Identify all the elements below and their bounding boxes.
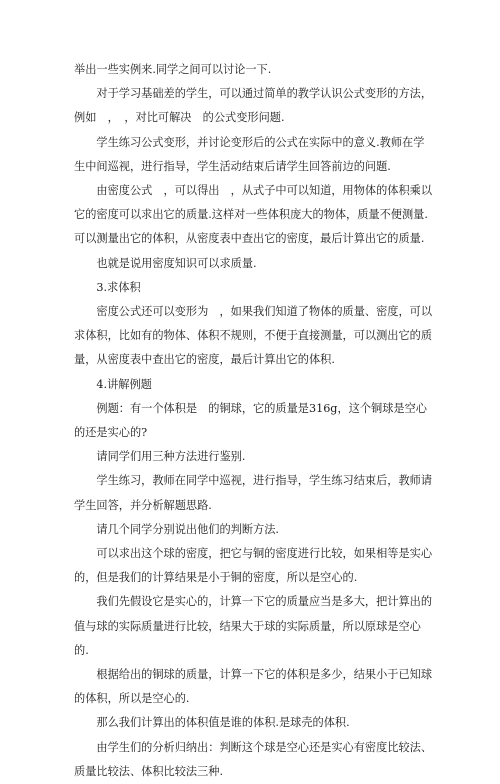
paragraph: 对于学习基础差的学生，可以通过简单的教学认识公式变形的方法，例如 ， ，对比可解决 的公式变形问题. xyxy=(74,87,433,125)
paragraph: 密度公式还可以变形为 ，如果我们知道了物体的质量、密度，可以求体积，比如有的物体、体积不规则，不便于直接测量，可以测出它的质量，从密度表中查出它的密度，最后计算出它的体积. xyxy=(74,305,433,367)
paragraph: 举出一些实例来.同学之间可以讨论一下. xyxy=(74,63,272,76)
paragraph: 根据给出的铜球的质量，计算一下它的体积是多少，结果小于已知球的体积，所以是空心的. xyxy=(74,668,433,706)
paragraph: 请同学们用三种方法进行鉴别. xyxy=(96,450,246,464)
paragraph: 由密度公式 ，可以得出 ，从式子中可以知道，用物体的体积乘以它的密度可以求出它的质量.这样对一些体积庞大的物体，质量不便测量.可以测量出它的体积，从密度表中查出它的密度，最后计算出它的质量. xyxy=(74,184,433,246)
section-heading: 3.求体积 xyxy=(96,280,141,294)
paragraph: 也就是说用密度知识可以求质量. xyxy=(96,256,257,270)
paragraph: 我们先假设它是实心的，计算一下它的质量应当是多大，把计算出的值与球的实际质量进行比较，结果大于球的实际质量，所以原球是空心的. xyxy=(74,595,433,657)
paragraph: 由学生们的分析归纳出：判断这个球是空心还是实心有密度比较法、质量比较法、体积比较法三种. xyxy=(74,740,433,778)
paragraph: 那么我们计算出的体积值是谁的体积.是球壳的体积. xyxy=(96,716,350,730)
paragraph: 学生练习公式变形，并讨论变形后的公式在实际中的意义.教师在学生中间巡视，进行指导，学生活动结束后请学生回答前边的问题. xyxy=(74,135,425,173)
document-body xyxy=(74,58,434,784)
paragraph: 例题：有一个体积是 的铜球，它的质量是316g，这个铜球是空心的还是实心的? xyxy=(74,401,427,440)
paragraph: 请几个同学分别说出他们的判断方法. xyxy=(96,522,279,536)
paragraph: 学生练习，教师在同学中巡视，进行指导，学生练习结束后，教师请学生回答，并分析解题思路. xyxy=(74,474,433,512)
section-heading: 4.讲解例题 xyxy=(96,377,152,391)
paragraph: 可以求出这个球的密度，把它与铜的密度进行比较，如果相等是实心的，但是我们的计算结果是小于铜的密度，所以是空心的. xyxy=(74,547,433,585)
